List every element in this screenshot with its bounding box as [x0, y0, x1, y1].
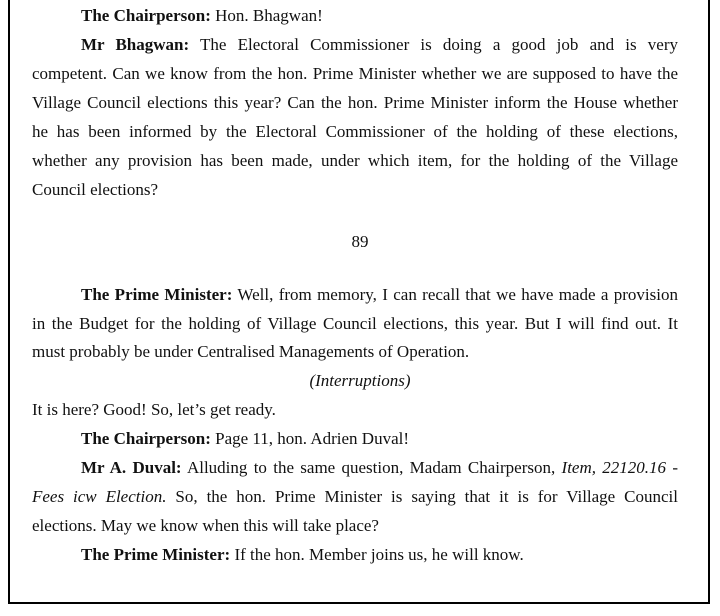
paragraph-prime-minister-line-2: in the Budget for the holding of Village Council elections, this year. But I will find out. It [32, 314, 678, 333]
paragraph-prime-minister-line-1 [81, 285, 678, 305]
paragraph-prime-minister-2 [81, 545, 678, 565]
paragraph-duval-line-3: elections. May we know when this will take place? [32, 516, 379, 535]
paragraph-chairperson-1 [81, 6, 678, 26]
paragraph-bhagwan-line-5: whether any provision has been made, under which item, for the holding of the Village [32, 151, 678, 170]
speaker-name: Mr Bhagwan: [81, 35, 190, 54]
paragraph-bhagwan-line-2: competent. Can we know from the hon. Prime Minister whether we are supposed to have the [32, 64, 678, 83]
speaker-name: Mr A. Duval: [81, 458, 182, 477]
paragraph-prime-minister-line-3: must probably be under Centralised Managements of Operation. [32, 342, 470, 361]
speech-text: If the hon. Member joins us, he will know. [230, 545, 524, 564]
speech-text: Well, from memory, I can recall that we have made a provision [232, 285, 678, 304]
speaker-name: The Prime Minister: [81, 285, 233, 304]
speech-text: Page 11, hon. Adrien Duval! [210, 429, 410, 448]
speaker-name: The Chairperson: [81, 429, 211, 448]
paragraph-chairperson-2 [81, 429, 678, 449]
paragraph-duval-line-2 [32, 487, 678, 507]
speaker-name: The Prime Minister: [81, 545, 231, 564]
interruptions-note: (Interruptions) [309, 371, 411, 390]
speech-text: The Electoral Commissioner is doing a good job and is very [189, 35, 678, 54]
paragraph-bhagwan-line-6: Council elections? [32, 180, 159, 199]
paragraph-bhagwan-line-3: Village Council elections this year? Can the hon. Prime Minister inform the House whether [32, 93, 678, 112]
paragraph-continuation: It is here? Good! So, let’s get ready. [32, 400, 276, 419]
budget-item-reference: Fees icw Election. [32, 487, 167, 506]
paragraph-bhagwan-line-4: he has been informed by the Electoral Commissioner of the holding of these elections, [32, 122, 678, 141]
budget-item-reference: Item, 22120.16 - [561, 458, 678, 477]
page-number: 89 [351, 232, 369, 251]
paragraph-bhagwan-line-1 [81, 35, 678, 55]
paragraph-duval-line-1 [81, 458, 678, 478]
speaker-name: The Chairperson: [81, 6, 211, 25]
speech-text: Alluding to the same question, Madam Chairperson, [181, 458, 562, 477]
speech-text: Hon. Bhagwan! [210, 6, 323, 25]
speech-text: So, the hon. Prime Minister is saying that it is for Village Council [166, 487, 678, 506]
